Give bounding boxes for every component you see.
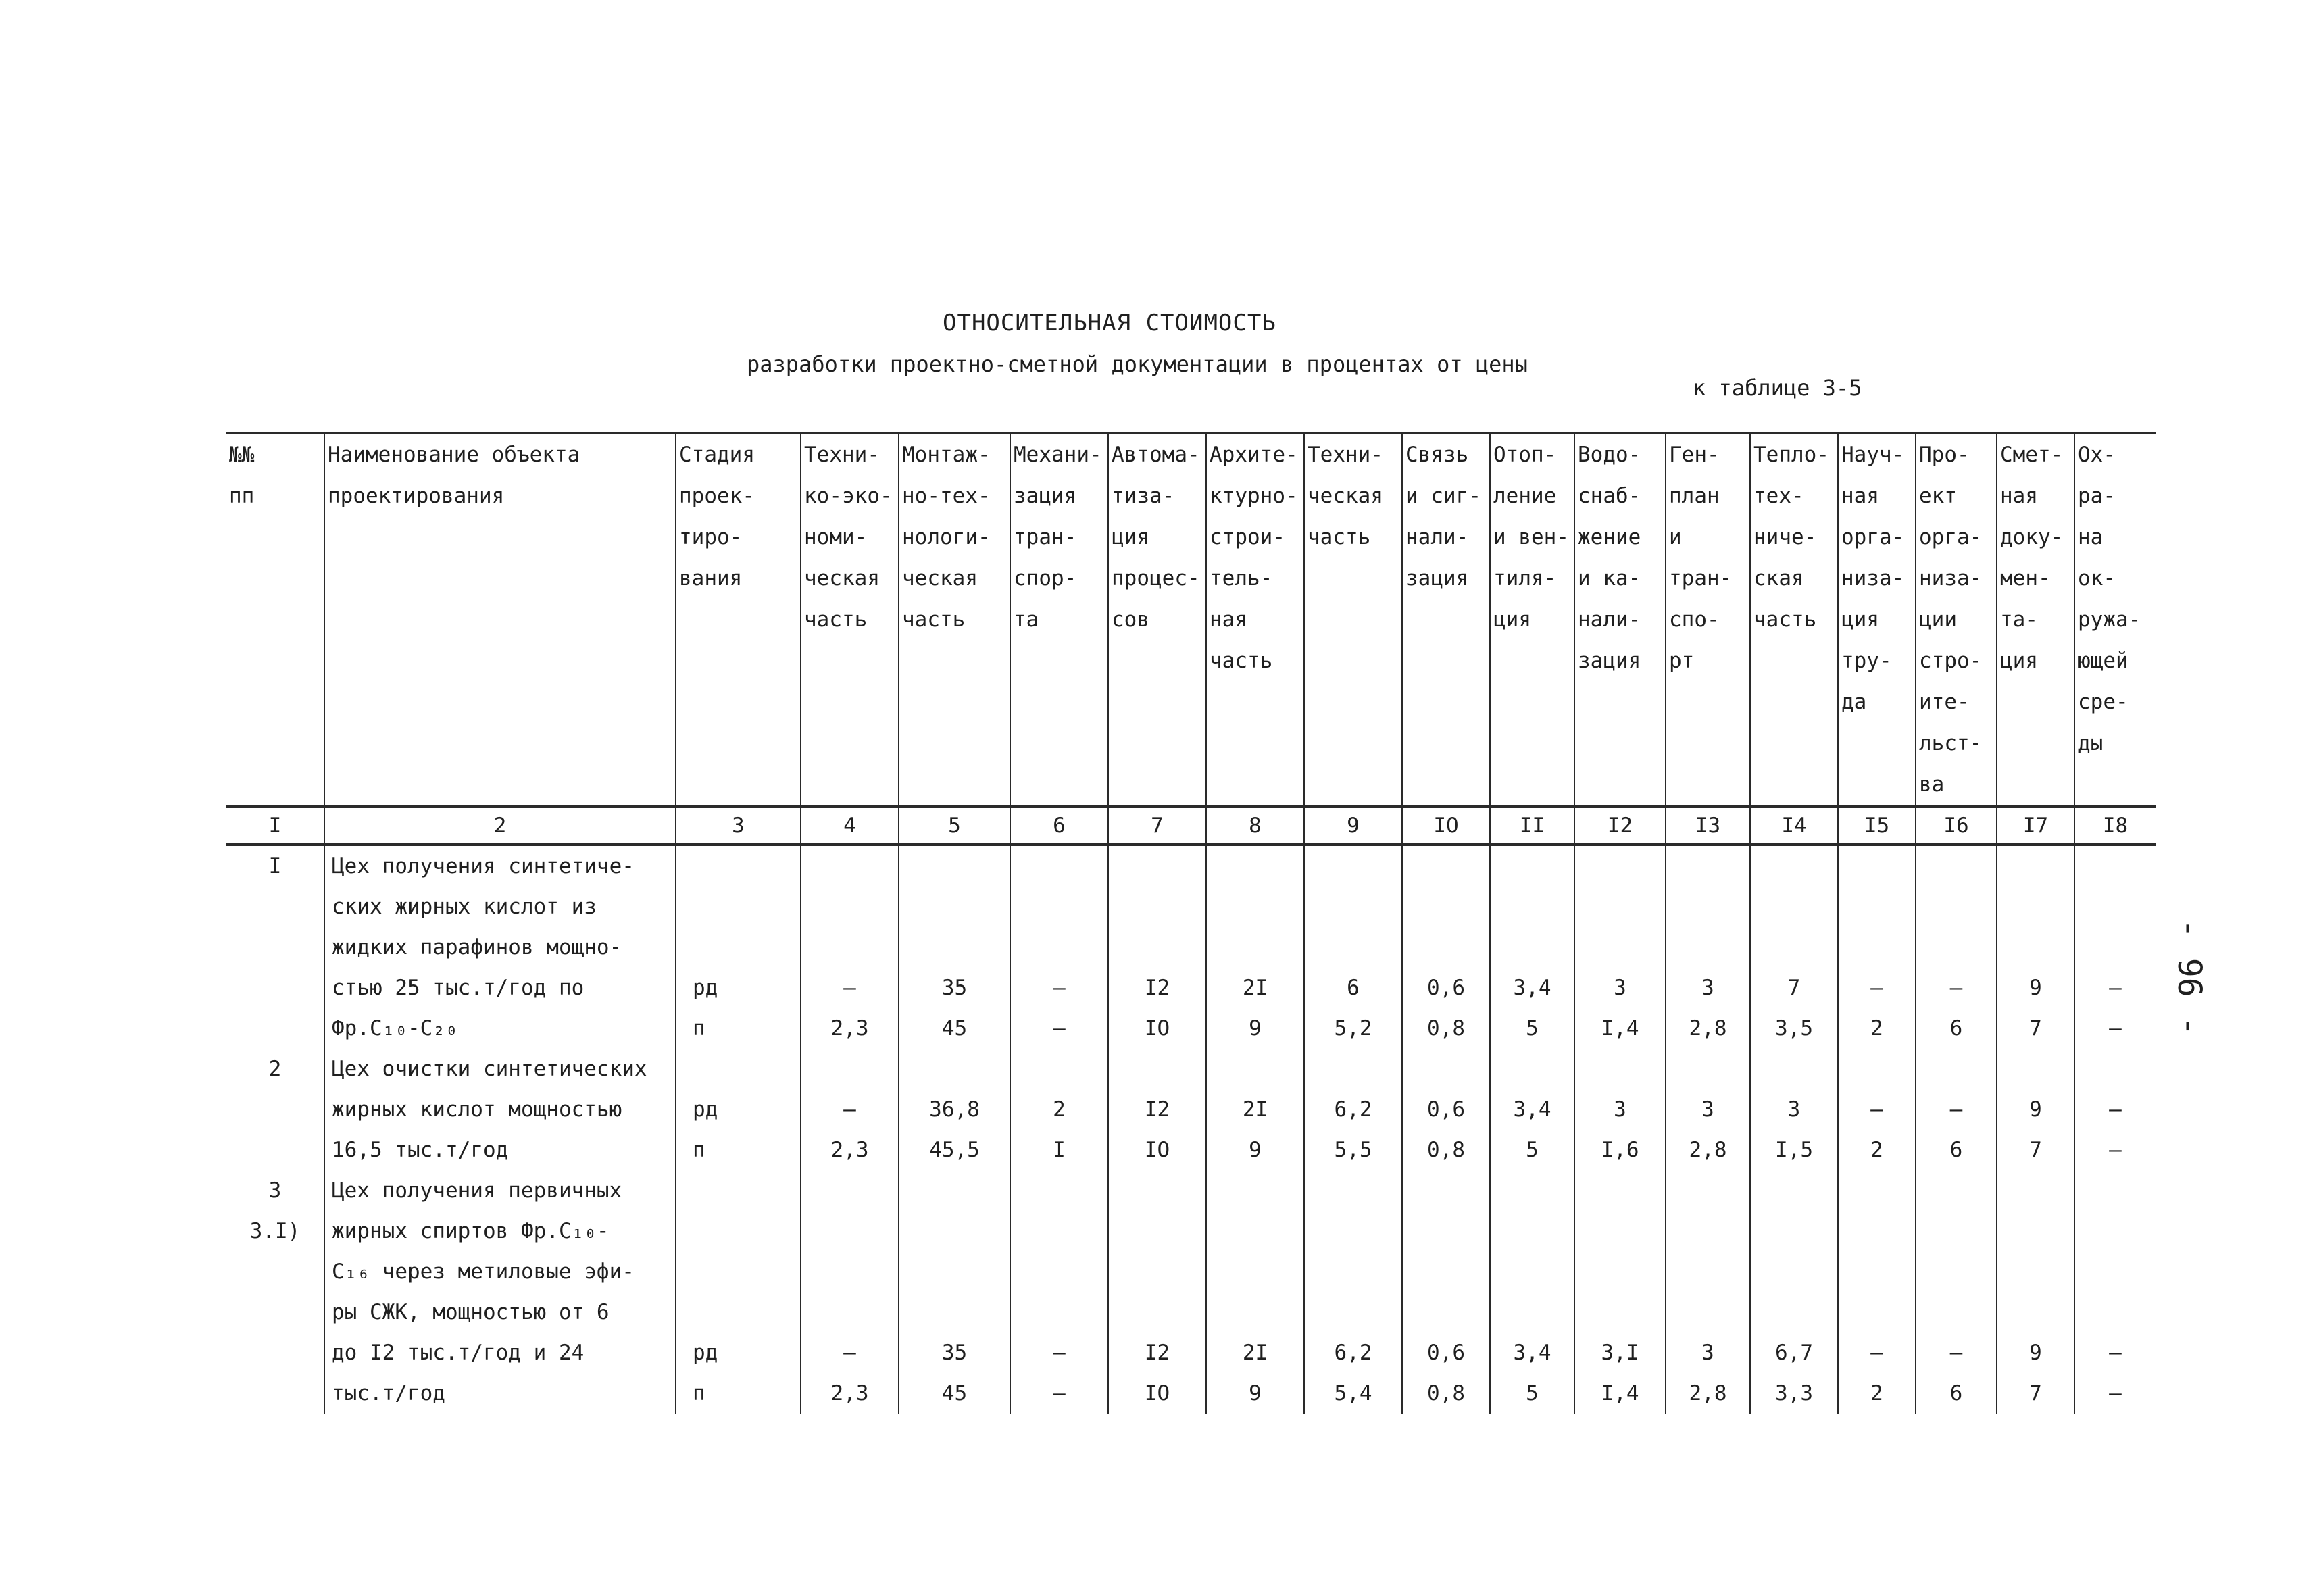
cost-share: – 6 [1916,845,1997,1049]
column-header-11: Отоп- ление и вен- тиля- ция [1490,434,1574,807]
column-number: I [226,807,324,845]
page-number: - 96 - [2170,919,2208,1037]
column-header-3: Стадия проек- тиро- вания [676,434,801,807]
column-header-17: Смет- ная доку- мен- та- ция [1997,434,2074,807]
cost-share: 6,7 3,3 [1750,1170,1838,1414]
column-number: II [1490,807,1574,845]
cost-share: 7 3,5 [1750,845,1838,1049]
cost-share: 3 I,5 [1750,1049,1838,1170]
column-number: I6 [1916,807,1997,845]
cost-share: 0,6 0,8 [1402,845,1490,1049]
document-subtitle: разработки проектно-сметной документации в процентах от цены [747,351,1528,377]
table-row [226,1170,2156,1414]
cost-share: 3 2,8 [1666,845,1750,1049]
cost-share: 2I 9 [1206,1170,1304,1414]
cost-share: – – [1010,845,1108,1049]
cost-share: 2 I [1010,1049,1108,1170]
cost-share: 0,6 0,8 [1402,1049,1490,1170]
row-number: 3 3.I) [249,1178,301,1243]
cost-share: – – [2074,1170,2156,1414]
cost-share: – 2 [1838,1170,1916,1414]
column-header-6: Механи- зация тран- спор- та [1010,434,1108,807]
column-header-2: Наименование объекта проектирования [324,434,676,807]
cost-share: – – [2074,1049,2156,1170]
column-number: 4 [801,807,899,845]
cost-share: 3 I,4 [1574,845,1666,1049]
cost-share: – 6 [1916,1170,1997,1414]
header-row [226,434,2156,807]
row-number: I [268,854,282,878]
cost-share: 9 7 [1997,1049,2074,1170]
cost-share: 3,4 5 [1490,845,1574,1049]
column-header-4: Техни- ко-эко- номи- ческая часть [801,434,899,807]
cost-share: 2I 9 [1206,1049,1304,1170]
cost-table [226,432,2156,1414]
cost-share: – – [1010,1170,1108,1414]
table-reference: к таблице 3-5 [1693,375,1862,401]
cost-share: 36,8 45,5 [899,1049,1010,1170]
column-number: 8 [1206,807,1304,845]
cost-share: 9 7 [1997,1170,2074,1414]
design-stage: рд п [676,845,801,1049]
cost-share: I2 IO [1108,1049,1206,1170]
column-number: I7 [1997,807,2074,845]
column-header-13: Ген- план и тран- спо- рт [1666,434,1750,807]
column-number: 5 [899,807,1010,845]
column-number: I4 [1750,807,1838,845]
document-title: ОТНОСИТЕЛЬНАЯ СТОИМОСТЬ [943,309,1276,336]
cost-share: I2 IO [1108,845,1206,1049]
column-number: 2 [324,807,676,845]
column-header-18: Ох- ра- на ок- ружа- ющей сре- ды [2074,434,2156,807]
column-header-9: Техни- ческая часть [1304,434,1402,807]
cost-share: 9 7 [1997,845,2074,1049]
cost-share: 3 I,6 [1574,1049,1666,1170]
column-header-5: Монтаж- но-тех- нологи- ческая часть [899,434,1010,807]
cost-share: – 2,3 [801,845,899,1049]
column-header-10: Связь и сиг- нали- зация [1402,434,1490,807]
column-header-14: Тепло- тех- ниче- ская часть [1750,434,1838,807]
column-number: 9 [1304,807,1402,845]
column-number: I2 [1574,807,1666,845]
column-header-8: Архите- ктурно- строи- тель- ная часть [1206,434,1304,807]
column-number: I8 [2074,807,2156,845]
object-name: Цех получения синтетиче- ских жирных кислот из жидких парафинов мощно- стью 25 тыс.т/год по Фр.C₁₀-C₂₀ [324,845,676,1049]
cost-share: 3 2,8 [1666,1049,1750,1170]
cost-share: 6,2 5,5 [1304,1049,1402,1170]
row-number: 2 [268,1057,282,1081]
column-header-12: Водо- снаб- жение и ка- нали- зация [1574,434,1666,807]
cost-share: – 6 [1916,1049,1997,1170]
object-name: Цех очистки синтетических жирных кислот мощностью 16,5 тыс.т/год [324,1049,676,1170]
cost-share: – – [2074,845,2156,1049]
column-header-15: Науч- ная орга- низа- ция тру- да [1838,434,1916,807]
cost-share: I2 IO [1108,1170,1206,1414]
object-name: Цех получения первичных жирных спиртов Фр.C₁₀- C₁₆ через метиловые эфи- ры СЖК, мощностью от 6 до I2 тыс.т/год и 24 тыс.т/год [324,1170,676,1414]
column-number: 7 [1108,807,1206,845]
column-number: IO [1402,807,1490,845]
cost-share: 3,4 5 [1490,1049,1574,1170]
column-number: 6 [1010,807,1108,845]
column-number-row [226,807,2156,845]
cost-share: 3 2,8 [1666,1170,1750,1414]
cost-share: – 2 [1838,845,1916,1049]
cost-share: 6,2 5,4 [1304,1170,1402,1414]
design-stage: рд п [676,1170,801,1414]
column-header-16: Про- ект орга- низа- ции стро- ите- льст- ва [1916,434,1997,807]
cost-share: 35 45 [899,1170,1010,1414]
cost-share: 3,4 5 [1490,1170,1574,1414]
table-row [226,1049,2156,1170]
column-number: 3 [676,807,801,845]
table-row [226,845,2156,1049]
cost-share: – 2,3 [801,1170,899,1414]
column-number: I3 [1666,807,1750,845]
column-number: I5 [1838,807,1916,845]
cost-share: 35 45 [899,845,1010,1049]
column-header-7: Автома- тиза- ция процес- сов [1108,434,1206,807]
cost-share: 6 5,2 [1304,845,1402,1049]
cost-share: 2I 9 [1206,845,1304,1049]
cost-share: – 2 [1838,1049,1916,1170]
cost-share: – 2,3 [801,1049,899,1170]
cost-share: 0,6 0,8 [1402,1170,1490,1414]
cost-share: 3,I I,4 [1574,1170,1666,1414]
design-stage: рд п [676,1049,801,1170]
column-header-1: №№ пп [226,434,324,807]
